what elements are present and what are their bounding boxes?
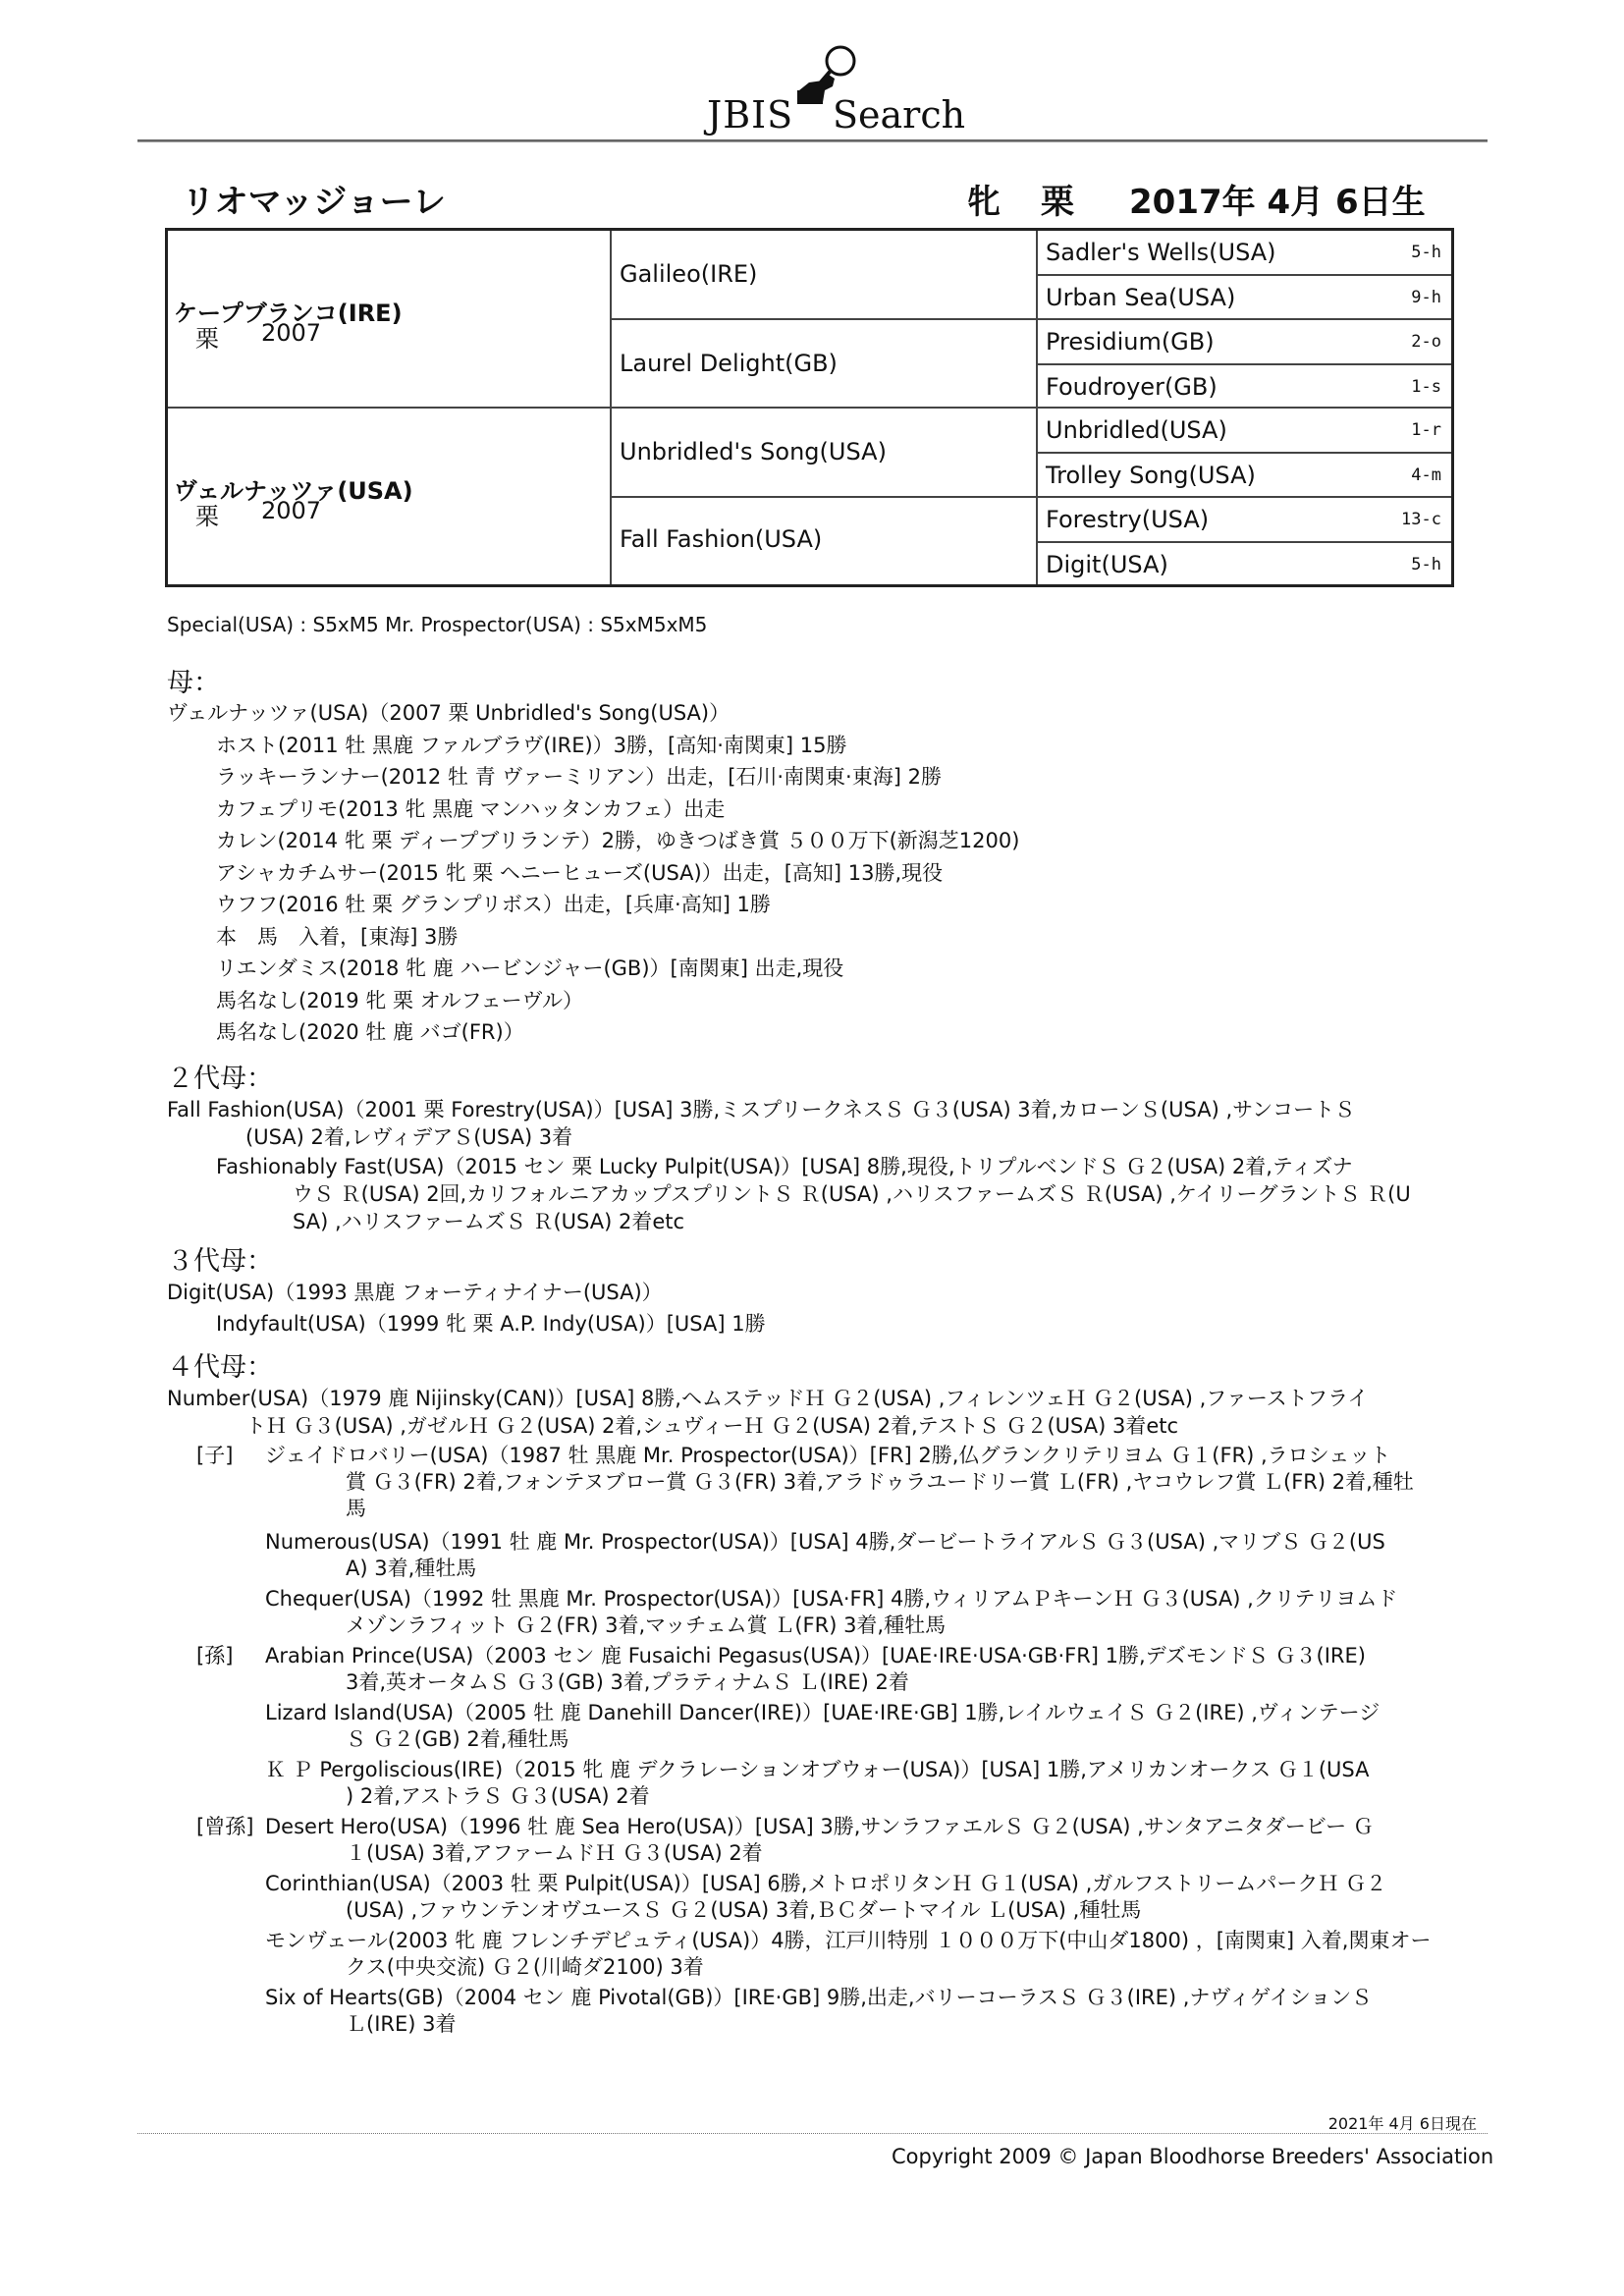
ancestor-name: Laurel Delight(GB): [620, 350, 838, 377]
descendant-line-cont: ) 2着,アストラＳ Ｇ３(USA) 2着: [346, 1784, 650, 1808]
dam-color: 栗: [195, 503, 219, 530]
ancestor-gen3-4: [1038, 365, 1451, 409]
ancestor-gen2-2: [612, 320, 1038, 409]
descendant-line: Desert Hero(USA)（1996 牡 鹿 Sea Hero(USA)）[USA] 3勝,サンラファエルＳ Ｇ２(USA) ,サンタアニタダービー Ｇ: [265, 1815, 1374, 1838]
ancestor-name: Forestry(USA): [1046, 506, 1210, 533]
sibling-line: カフェプリモ(2013 牝 黒鹿 マンハッタンカフェ）出走: [216, 797, 726, 821]
dam-year: 2007: [261, 497, 322, 524]
ancestor-name: Urban Sea(USA): [1046, 284, 1236, 311]
footer-rule: [137, 2133, 1488, 2134]
generation-tag-great-grandchild: [曾孫]: [196, 1815, 254, 1838]
inbreeding-note: Special(USA) : S5xM5 Mr. Prospector(USA) : S5xM5xM5: [167, 613, 708, 636]
as-of-date: 2021年 4月 6日現在: [1327, 2114, 1477, 2133]
descendant-line-cont: 馬: [346, 1497, 366, 1520]
family-number: 1-s: [1411, 377, 1441, 397]
family-number: 4-m: [1411, 465, 1441, 485]
header-rule: [137, 139, 1488, 142]
descendant-line: Six of Hearts(GB)（2004 セン 鹿 Pivotal(GB)）[IRE·GB] 9勝,出走,バリーコーラスＳ Ｇ３(IRE) ,ナヴィゲイションＳ: [265, 1986, 1373, 2009]
generation-tag-grandchild: [孫]: [196, 1644, 234, 1667]
ancestor-gen2-4: [612, 498, 1038, 584]
descendant-line: Chequer(USA)（1992 牡 黒鹿 Mr. Prospector(USA)）[USA·FR] 4勝,ウィリアムＰキーンＨ Ｇ３(USA) ,クリテリヨムド: [265, 1587, 1398, 1611]
ancestor-name: Foudroyer(GB): [1046, 373, 1218, 401]
descendant-line: Ｋ Ｐ Pergoliscious(IRE)（2015 牝 鹿 デクラレーションオブウォー(USA)）[USA] 1勝,アメリカンオークス Ｇ１(USA: [265, 1758, 1370, 1781]
ancestor-name: Sadler's Wells(USA): [1046, 239, 1276, 266]
gen2-offspring-line: Fashionably Fast(USA)（2015 セン 栗 Lucky Pulpit(USA)）[USA] 8勝,現役,トリプルベンドＳ Ｇ２(USA) 2着,ティズナ: [216, 1155, 1353, 1178]
descendant-line-cont: (USA) ,ファウンテンオヴユースＳ Ｇ２(USA) 3着,ＢＣダートマイル Ｌ(USA) ,種牡馬: [346, 1898, 1142, 1922]
descendant-line-cont: 3着,英オータムＳ Ｇ３(GB) 3着,プラティナムＳ Ｌ(IRE) 2着: [346, 1670, 909, 1694]
logo-search-text: Search: [833, 93, 966, 137]
descendant-line: Corinthian(USA)（2003 牡 栗 Pulpit(USA)）[USA] 6勝,メトロポリタンＨ Ｇ１(USA) ,ガルフストリームパークＨ Ｇ２: [265, 1872, 1387, 1895]
ancestor-gen2-1: [612, 231, 1038, 320]
generation-tag-child: [子]: [196, 1444, 234, 1467]
gen4-dam-line-cont: トＨ Ｇ３(USA) ,ガゼルＨ Ｇ２(USA) 2着,シュヴィーＨ Ｇ２(USA) 2着,テストＳ Ｇ２(USA) 3着etc: [245, 1414, 1179, 1438]
dam-name: ヴェルナッツァ(USA): [174, 477, 413, 505]
ancestor-name: Fall Fashion(USA): [620, 525, 823, 553]
dam-section-title: 母：: [167, 668, 220, 698]
gen3-offspring-line: Indyfault(USA)（1999 牝 栗 A.P. Indy(USA)）[USA] 1勝: [216, 1312, 766, 1336]
logo-jbis-text: JBIS: [707, 93, 794, 137]
family-number: 2-o: [1411, 332, 1441, 352]
horse-color: 栗: [1041, 183, 1074, 222]
gen2-dam-line: Fall Fashion(USA)（2001 栗 Forestry(USA)）[USA] 3勝,ミスプリークネスＳ Ｇ３(USA) 3着,カローンＳ(USA) ,サンコートＳ: [167, 1098, 1356, 1121]
ancestor-gen3-2: [1038, 276, 1451, 320]
gen2-section-title: ２代母：: [167, 1064, 273, 1094]
sibling-line: 馬名なし(2019 牝 栗 オルフェーヴル）: [216, 989, 583, 1012]
gen3-section-title: ３代母：: [167, 1246, 273, 1277]
ancestor-name: Trolley Song(USA): [1046, 462, 1256, 489]
descendant-line-cont: メゾンラフィット Ｇ２(FR) 3着,マッチェム賞 Ｌ(FR) 3着,種牡馬: [346, 1613, 947, 1637]
ancestor-gen3-6: [1038, 454, 1451, 498]
descendant-line-cont: 賞 Ｇ３(FR) 2着,フォンテヌブロー賞 Ｇ３(FR) 3着,アラドゥラユードリー賞 Ｌ(FR) ,ヤコウレフ賞 Ｌ(FR) 2着,種牡: [346, 1470, 1414, 1494]
gen4-dam-line: Number(USA)（1979 鹿 Nijinsky(CAN)）[USA] 8勝,ヘムステッドＨ Ｇ２(USA) ,フィレンツェＨ Ｇ２(USA) ,ファーストフライ: [167, 1387, 1369, 1410]
sire-color: 栗: [195, 325, 219, 353]
ancestor-gen3-1: [1038, 231, 1451, 276]
horse-birth-date: 2017年 4月 6日生: [1129, 183, 1426, 222]
gen2-offspring-line-cont: ウＳ Ｒ(USA) 2回,カリフォルニアカップスプリントＳ Ｒ(USA) ,ハリスファームズＳ Ｒ(USA) ,ケイリーグラントＳ Ｒ(U: [293, 1182, 1411, 1206]
sibling-line: 馬名なし(2020 牡 鹿 バゴ(FR)）: [216, 1020, 524, 1044]
descendant-line-cont: Ｌ(IRE) 3着: [346, 2012, 457, 2036]
sire-cell: [168, 231, 612, 409]
gen2-dam-line-cont: (USA) 2着,レヴィデアＳ(USA) 3着: [245, 1125, 573, 1149]
descendant-line: Arabian Prince(USA)（2003 セン 鹿 Fusaichi Pegasus(USA)）[UAE·IRE·USA·GB·FR] 1勝,デズモンドＳ Ｇ３(IRE): [265, 1644, 1366, 1667]
pedigree-table: [165, 228, 1454, 587]
ancestor-name: Unbridled(USA): [1046, 416, 1227, 444]
sire-year: 2007: [261, 319, 322, 347]
horse-sex: 牝: [967, 183, 1001, 222]
ancestor-name: Galileo(IRE): [620, 260, 758, 288]
descendant-line-cont: A) 3着,種牡馬: [346, 1557, 477, 1580]
family-number: 9-h: [1411, 288, 1441, 307]
ancestor-gen2-3: [612, 409, 1038, 498]
dam-cell: [168, 409, 612, 584]
family-number: 5-h: [1411, 243, 1441, 262]
sibling-line: アシャカチムサー(2015 牝 栗 ヘニーヒューズ(USA)）出走，[高知] 13勝,現役: [216, 861, 944, 885]
descendant-line: Lizard Island(USA)（2005 牡 鹿 Danehill Dancer(IRE)）[UAE·IRE·GB] 1勝,レイルウェイＳ Ｇ２(IRE) ,ヴィンテージ: [265, 1701, 1380, 1724]
sibling-line: リエンダミス(2018 牝 鹿 ハービンジャー(GB)）[南関東] 出走,現役: [216, 957, 844, 980]
sibling-line: 本 馬 入着，[東海] 3勝: [216, 925, 459, 949]
descendant-line: Numerous(USA)（1991 牡 鹿 Mr. Prospector(USA)）[USA] 4勝,ダービートライアルＳ Ｇ３(USA) ,マリブＳ Ｇ２(US: [265, 1530, 1385, 1554]
ancestor-name: Unbridled's Song(USA): [620, 438, 887, 465]
descendant-line-cont: １(USA) 3着,アファームドＨ Ｇ３(USA) 2着: [346, 1841, 763, 1865]
descendant-line-cont: Ｓ Ｇ２(GB) 2着,種牡馬: [346, 1727, 569, 1751]
ancestor-name: Digit(USA): [1046, 551, 1168, 578]
descendant-line-cont: クス(中央交流) Ｇ２(川崎ダ2100) 3着: [346, 1955, 704, 1979]
jbis-search-logo: [707, 39, 966, 137]
dam-line: ヴェルナッツァ(USA)（2007 栗 Unbridled's Song(USA)）: [167, 701, 731, 725]
sibling-line: ラッキーランナー(2012 牡 青 ヴァーミリアン）出走，[石川·南関東·東海] 2勝: [216, 765, 942, 789]
ancestor-gen3-8: [1038, 543, 1451, 584]
ancestor-name: Presidium(GB): [1046, 328, 1215, 355]
sire-name: ケープブランコ(IRE): [174, 300, 403, 327]
sibling-line: ホスト(2011 牡 黒鹿 ファルブラヴ(IRE)）3勝，[高知·南関東] 15勝: [216, 734, 847, 757]
family-number: 5-h: [1411, 555, 1441, 574]
descendant-line: ジェイドロバリー(USA)（1987 牡 黒鹿 Mr. Prospector(USA)）[FR] 2勝,仏グランクリテリヨム Ｇ１(FR) ,ラロシェット: [265, 1444, 1391, 1467]
ancestor-gen3-7: [1038, 498, 1451, 543]
gen2-offspring-line-cont: SA) ,ハリスファームズＳ Ｒ(USA) 2着etc: [293, 1210, 685, 1233]
gen3-dam-line: Digit(USA)（1993 黒鹿 フォーティナイナー(USA)）: [167, 1281, 663, 1304]
gen4-section-title: ４代母：: [167, 1352, 273, 1383]
family-number: 1-r: [1411, 420, 1441, 440]
sibling-line: ウフフ(2016 牡 栗 グランプリボス）出走，[兵庫·高知] 1勝: [216, 893, 771, 916]
horse-name: リオマッジョーレ: [182, 183, 446, 222]
family-number: 13-c: [1401, 510, 1441, 529]
sibling-line: カレン(2014 牝 栗 ディープブリランテ）2勝，ゆきつばき賞 ５００万下(新潟芝1200): [216, 829, 1020, 852]
ancestor-gen3-3: [1038, 320, 1451, 365]
ancestor-gen3-5: [1038, 409, 1451, 454]
descendant-line: モンヴェール(2003 牝 鹿 フレンチデピュティ(USA)）4勝，江戸川特別 １０００万下(中山ダ1800) ，[南関東] 入着,関東オー: [265, 1929, 1432, 1952]
copyright-text: Copyright 2009 © Japan Bloodhorse Breeders' Association: [892, 2145, 1494, 2168]
